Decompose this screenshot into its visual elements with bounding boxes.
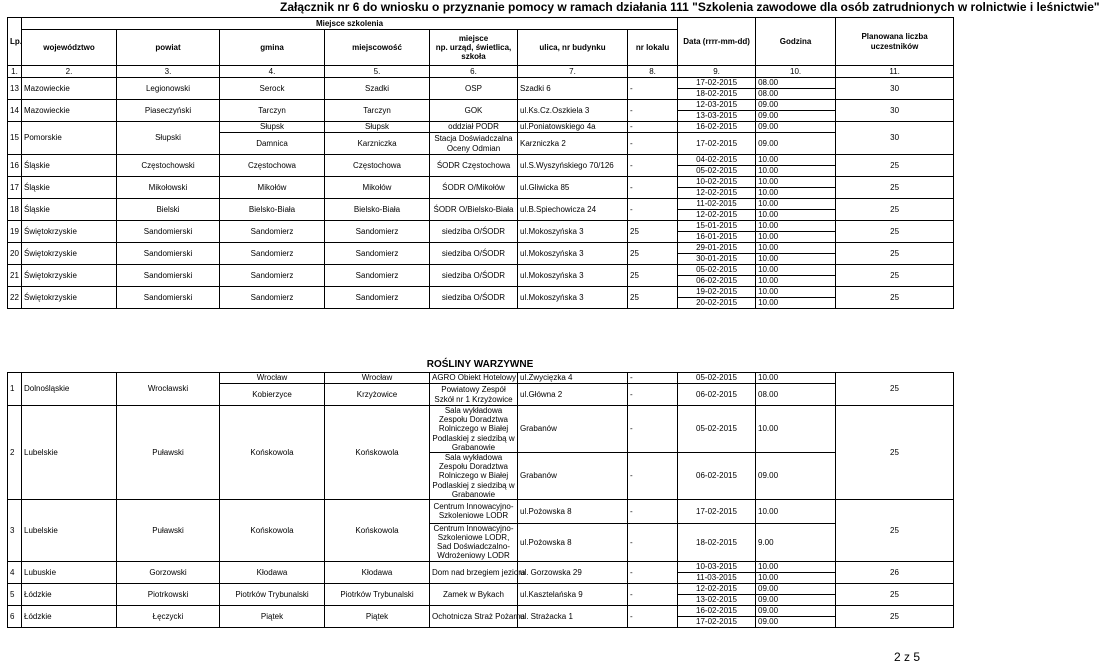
row-participants: 30 [836,122,954,155]
section-title: ROŚLINY WARZYWNE [426,359,534,370]
row-miejscowosc: Częstochowa [325,155,430,177]
row-miejsce: Zamek w Bykach [430,583,518,605]
row-wojewodztwo: Dolnośląskie [22,373,117,406]
document-title: Załącznik nr 6 do wniosku o przyznanie pomocy w ramach działania 111 "Szkolenia zawodowe dla osób zatrudnionych w rolnictwie i leśnictwie" [280,0,1100,14]
row-time: 09.00 [756,133,836,155]
row-participants: 25 [836,605,954,627]
row-powiat: Częstochowski [117,155,220,177]
row-participants: 25 [836,155,954,177]
row-participants: 25 [836,221,954,243]
row-date: 13-03-2015 [678,111,756,122]
row-participants: 25 [836,583,954,605]
row-powiat: Sandomierski [117,243,220,265]
row-ulica: Grabanów [518,452,628,499]
row-time: 10.00 [756,572,836,583]
row-gmina: Częstochowa [220,155,325,177]
row-gmina: Wrocław [220,373,325,384]
row-miejsce: AGRO Obiekt Hotelowy [430,373,518,384]
row-lokal: - [628,122,678,133]
row-gmina: Kobierzyce [220,384,325,406]
row-time: 10.00 [756,298,836,309]
column-number: 5. [325,66,430,78]
row-date: 06-02-2015 [678,276,756,287]
row-powiat: Gorzowski [117,561,220,583]
row-time: 09.00 [756,100,836,111]
row-lp: 19 [8,221,22,243]
row-wojewodztwo: Lubelskie [22,499,117,561]
row-miejscowosc: Karzniczka [325,133,430,155]
table-row [8,406,954,453]
row-date: 06-02-2015 [678,452,756,499]
row-participants: 26 [836,561,954,583]
col-plan: Planowana liczba uczestników [836,18,954,66]
row-participants: 25 [836,177,954,199]
row-powiat: Bielski [117,199,220,221]
row-time: 10.00 [756,221,836,232]
row-participants: 30 [836,100,954,122]
table-row [8,243,954,254]
row-miejsce: Ochotnicza Straż Pożarna [430,605,518,627]
row-date: 05-02-2015 [678,166,756,177]
row-time: 10.00 [756,188,836,199]
row-lp: 5 [8,583,22,605]
table-row [8,265,954,276]
row-time: 10.00 [756,177,836,188]
row-miejsce: OSP [430,78,518,100]
row-date: 05-02-2015 [678,373,756,384]
row-date: 12-02-2015 [678,583,756,594]
row-gmina: Serock [220,78,325,100]
column-number: 4. [220,66,325,78]
row-miejsce: Centrum Innowacyjno-Szkoleniowe LODR, Sad Doświadczalno-Wdrożeniowy LODR [430,523,518,561]
row-time: 9.00 [756,523,836,561]
row-miejscowosc: Sandomierz [325,287,430,309]
col-group: Miejsce szkolenia [22,18,678,30]
row-date: 05-02-2015 [678,265,756,276]
row-lokal: - [628,499,678,523]
table-row [8,373,954,384]
row-miejsce: GOK [430,100,518,122]
row-wojewodztwo: Mazowieckie [22,100,117,122]
row-participants: 30 [836,78,954,100]
row-wojewodztwo: Lubelskie [22,406,117,500]
row-wojewodztwo: Lubuskie [22,561,117,583]
row-miejsce: Sala wykładowa Zespołu Doradztwa Rolniczego w Białej Podlaskiej z siedzibą w Grabanowie [430,452,518,499]
row-time: 10.00 [756,254,836,265]
row-time: 09.00 [756,605,836,616]
row-ulica: ul.Pożowska 8 [518,523,628,561]
row-wojewodztwo: Łódzkie [22,583,117,605]
row-wojewodztwo: Łódzkie [22,605,117,627]
col-ulica: ulica, nr budynku [518,30,628,66]
row-lp: 13 [8,78,22,100]
row-time: 08.00 [756,78,836,89]
row-gmina: Końskowola [220,406,325,500]
col-data: Data (rrrr-mm-dd) [678,18,756,66]
row-time: 10.00 [756,406,836,453]
row-miejsce: Stacja Doświadczalna Oceny Odmian [430,133,518,155]
row-miejscowosc: Tarczyn [325,100,430,122]
row-powiat: Łęczycki [117,605,220,627]
row-lokal: 25 [628,265,678,287]
row-lp: 2 [8,406,22,500]
row-miejsce: Centrum Innowacyjno-Szkoleniowe LODR [430,499,518,523]
row-ulica: ul.Główna 2 [518,384,628,406]
row-wojewodztwo: Świętokrzyskie [22,265,117,287]
row-gmina: Końskowola [220,499,325,561]
column-number: 11. [836,66,954,78]
row-lp: 16 [8,155,22,177]
row-miejsce: siedziba O/ŚODR [430,221,518,243]
row-miejscowosc: Słupsk [325,122,430,133]
row-lokal: - [628,452,678,499]
row-time: 10.00 [756,287,836,298]
row-miejscowosc: Szadki [325,78,430,100]
row-date: 18-02-2015 [678,523,756,561]
row-powiat: Sandomierski [117,265,220,287]
table-row [8,605,954,616]
row-ulica: Grabanów [518,406,628,453]
row-gmina: Piotrków Trybunalski [220,583,325,605]
row-time: 10.00 [756,199,836,210]
row-date: 11-02-2015 [678,199,756,210]
row-ulica: ul.Poniatowskiego 4a [518,122,628,133]
row-lp: 20 [8,243,22,265]
row-wojewodztwo: Śląskie [22,199,117,221]
row-time: 09.00 [756,452,836,499]
row-ulica: ul.S.Wyszyńskiego 70/126 [518,155,628,177]
training-locations-table [7,17,954,309]
row-ulica: ul.Pożowska 8 [518,499,628,523]
row-lokal: 25 [628,287,678,309]
col-gmina: gmina [220,30,325,66]
row-lokal: - [628,384,678,406]
row-ulica: ul. Gorzowska 29 [518,561,628,583]
row-date: 20-02-2015 [678,298,756,309]
row-gmina: Słupsk [220,122,325,133]
row-ulica: ul.Ks.Cz.Oszkiela 3 [518,100,628,122]
row-lokal: 25 [628,243,678,265]
row-gmina: Bielsko-Biała [220,199,325,221]
row-miejscowosc: Wrocław [325,373,430,384]
row-date: 12-03-2015 [678,100,756,111]
row-date: 05-02-2015 [678,406,756,453]
row-gmina: Mikołów [220,177,325,199]
column-number: 1. [8,66,22,78]
row-time: 10.00 [756,232,836,243]
row-ulica: Karzniczka 2 [518,133,628,155]
row-lokal: - [628,605,678,627]
row-lp: 6 [8,605,22,627]
row-participants: 25 [836,406,954,500]
vegetable-locations-table [7,372,954,628]
row-date: 19-02-2015 [678,287,756,298]
row-date: 13-02-2015 [678,594,756,605]
row-lp: 15 [8,122,22,155]
row-miejsce: ŚODR Częstochowa [430,155,518,177]
row-miejscowosc: Sandomierz [325,265,430,287]
row-miejscowosc: Końskowola [325,499,430,561]
column-number: 10. [756,66,836,78]
row-powiat: Legionowski [117,78,220,100]
row-time: 10.00 [756,166,836,177]
row-powiat: Sandomierski [117,287,220,309]
table-row [8,78,954,89]
row-lokal: - [628,199,678,221]
row-ulica: ul.Gliwicka 85 [518,177,628,199]
row-date: 04-02-2015 [678,155,756,166]
row-date: 17-02-2015 [678,616,756,627]
row-miejscowosc: Kłodawa [325,561,430,583]
row-powiat: Puławski [117,406,220,500]
row-time: 10.00 [756,499,836,523]
row-participants: 25 [836,499,954,561]
row-miejscowosc: Mikołów [325,177,430,199]
row-wojewodztwo: Mazowieckie [22,78,117,100]
row-date: 11-03-2015 [678,572,756,583]
column-number: 3. [117,66,220,78]
row-date: 30-01-2015 [678,254,756,265]
row-time: 10.00 [756,265,836,276]
column-number: 6. [430,66,518,78]
row-powiat: Piotrkowski [117,583,220,605]
row-date: 17-02-2015 [678,499,756,523]
row-time: 09.00 [756,616,836,627]
row-time: 09.00 [756,122,836,133]
row-wojewodztwo: Śląskie [22,155,117,177]
row-ulica: Szadki 6 [518,78,628,100]
row-time: 09.00 [756,111,836,122]
row-time: 08.00 [756,89,836,100]
row-time: 10.00 [756,276,836,287]
row-lokal: - [628,373,678,384]
row-miejsce: ŚODR O/Bielsko-Biała [430,199,518,221]
row-participants: 25 [836,265,954,287]
row-gmina: Tarczyn [220,100,325,122]
row-gmina: Piątek [220,605,325,627]
row-date: 10-03-2015 [678,561,756,572]
row-lokal: - [628,583,678,605]
row-gmina: Sandomierz [220,287,325,309]
row-lokal: - [628,78,678,100]
row-miejscowosc: Bielsko-Biała [325,199,430,221]
table-row [8,583,954,594]
row-lokal: - [628,523,678,561]
row-participants: 25 [836,287,954,309]
row-lp: 3 [8,499,22,561]
row-ulica: ul.Mokoszyńska 3 [518,287,628,309]
row-date: 17-02-2015 [678,78,756,89]
row-lp: 21 [8,265,22,287]
row-miejsce: ŚODR O/Mikołów [430,177,518,199]
row-lokal: - [628,133,678,155]
col-godz: Godzina [756,18,836,66]
row-time: 09.00 [756,583,836,594]
row-gmina: Sandomierz [220,221,325,243]
row-miejsce: Sala wykładowa Zespołu Doradztwa Rolniczego w Białej Podlaskiej z siedzibą w Grabanowie [430,406,518,453]
row-participants: 25 [836,373,954,406]
row-date: 12-02-2015 [678,210,756,221]
row-lokal: 25 [628,221,678,243]
row-lp: 14 [8,100,22,122]
row-wojewodztwo: Świętokrzyskie [22,287,117,309]
row-date: 10-02-2015 [678,177,756,188]
row-miejscowosc: Końskowola [325,406,430,500]
row-date: 16-01-2015 [678,232,756,243]
row-time: 10.00 [756,561,836,572]
row-lp: 17 [8,177,22,199]
row-date: 15-01-2015 [678,221,756,232]
row-powiat: Piaseczyński [117,100,220,122]
row-time: 10.00 [756,373,836,384]
row-time: 09.00 [756,594,836,605]
row-lp: 1 [8,373,22,406]
col-lp: Lp. [8,18,22,66]
table-row [8,100,954,111]
row-lokal: - [628,100,678,122]
row-lokal: - [628,406,678,453]
row-time: 10.00 [756,155,836,166]
row-powiat: Mikołowski [117,177,220,199]
col-woj: województwo [22,30,117,66]
col-lokal: nr lokalu [628,30,678,66]
row-participants: 25 [836,199,954,221]
row-ulica: ul.Zwycięzka 4 [518,373,628,384]
column-number: 8. [628,66,678,78]
row-gmina: Damnica [220,133,325,155]
row-lokal: - [628,561,678,583]
row-wojewodztwo: Śląskie [22,177,117,199]
table-row [8,177,954,188]
row-miejscowosc: Piątek [325,605,430,627]
row-miejsce: siedziba O/ŚODR [430,265,518,287]
row-lp: 4 [8,561,22,583]
page-number: 2 z 5 [893,650,920,664]
row-miejsce: siedziba O/ŚODR [430,243,518,265]
row-powiat: Wrocławski [117,373,220,406]
row-wojewodztwo: Świętokrzyskie [22,221,117,243]
row-date: 17-02-2015 [678,133,756,155]
table-row [8,122,954,133]
row-miejscowosc: Sandomierz [325,221,430,243]
row-powiat: Słupski [117,122,220,155]
table-row [8,499,954,523]
row-date: 06-02-2015 [678,384,756,406]
row-miejscowosc: Krzyżowice [325,384,430,406]
column-number: 7. [518,66,628,78]
row-miejsce: oddział PODR [430,122,518,133]
column-number: 9. [678,66,756,78]
row-miejscowosc: Piotrków Trybunalski [325,583,430,605]
row-powiat: Puławski [117,499,220,561]
col-miejsce: miejsce np. urząd, świetlica, szkoła [430,30,518,66]
row-gmina: Sandomierz [220,243,325,265]
column-number: 2. [22,66,117,78]
row-lp: 18 [8,199,22,221]
col-miejsc: miejscowość [325,30,430,66]
row-date: 16-02-2015 [678,605,756,616]
row-gmina: Sandomierz [220,265,325,287]
row-wojewodztwo: Pomorskie [22,122,117,155]
row-participants: 25 [836,243,954,265]
table-row [8,561,954,572]
row-ulica: ul.Kasztelańska 9 [518,583,628,605]
table-row [8,221,954,232]
row-powiat: Sandomierski [117,221,220,243]
row-date: 29-01-2015 [678,243,756,254]
col-pow: powiat [117,30,220,66]
row-ulica: ul.Mokoszyńska 3 [518,221,628,243]
row-lokal: - [628,177,678,199]
row-gmina: Kłodawa [220,561,325,583]
row-time: 10.00 [756,243,836,254]
table-row [8,287,954,298]
row-ulica: ul.Mokoszyńska 3 [518,265,628,287]
row-miejsce: siedziba O/ŚODR [430,287,518,309]
table-row [8,155,954,166]
table-row [8,199,954,210]
row-time: 08.00 [756,384,836,406]
row-date: 16-02-2015 [678,122,756,133]
row-miejscowosc: Sandomierz [325,243,430,265]
row-lokal: - [628,155,678,177]
row-miejsce: Powiatowy Zespół Szkół nr 1 Krzyżowice [430,384,518,406]
row-wojewodztwo: Świętokrzyskie [22,243,117,265]
row-time: 10.00 [756,210,836,221]
row-lp: 22 [8,287,22,309]
row-date: 18-02-2015 [678,89,756,100]
row-ulica: ul.Mokoszyńska 3 [518,243,628,265]
row-ulica: ul. Strażacka 1 [518,605,628,627]
row-miejsce: Dom nad brzegiem jeziora [430,561,518,583]
row-ulica: ul.B.Spiechowicza 24 [518,199,628,221]
row-date: 12-02-2015 [678,188,756,199]
